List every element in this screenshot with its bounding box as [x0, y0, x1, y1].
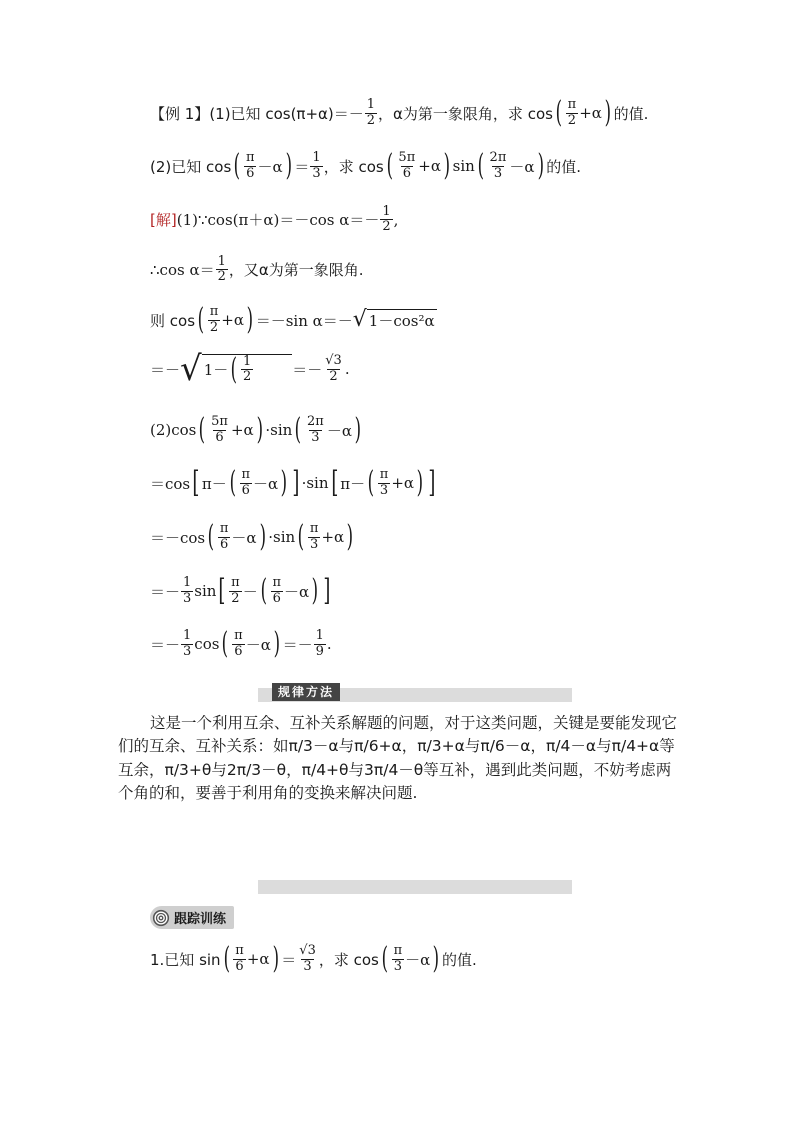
bracket: ) [272, 941, 279, 976]
bracket: ( [367, 465, 375, 500]
bracket: ) [311, 573, 319, 608]
math-text: +α [579, 104, 602, 122]
tracking-question-1 [150, 941, 477, 976]
math-text: ＝ [294, 157, 310, 176]
solution-step-9 [150, 626, 332, 661]
math-text: 1 [242, 353, 252, 369]
bracket: ( [260, 573, 267, 608]
fraction [396, 151, 417, 181]
fraction [314, 629, 326, 659]
math-text: 6 [241, 482, 250, 498]
math-text: 的值. [613, 104, 649, 123]
fraction [566, 98, 579, 128]
math-text: 3 [310, 536, 319, 552]
math-text: － [242, 582, 258, 601]
fraction [181, 576, 193, 606]
solution-step-7 [150, 519, 356, 554]
bracket: ( [297, 519, 305, 554]
fraction [378, 468, 391, 498]
bracket: ) [604, 95, 612, 130]
math-text: 2 [231, 590, 240, 606]
math-text: π [231, 575, 240, 591]
square-root: √ 1－cos²α [352, 307, 435, 332]
math-text: 2 [567, 112, 577, 128]
math-text: －α [509, 157, 535, 176]
math-text: 6 [235, 958, 244, 974]
example-1-part1 [150, 95, 649, 130]
math-text: －α [252, 474, 279, 493]
math-text: +α [391, 474, 415, 492]
bracket: ( [230, 351, 238, 387]
bracket: ) [285, 148, 292, 183]
fraction [232, 629, 245, 659]
math-text: ·sin [268, 528, 296, 546]
bracket: ( [199, 412, 206, 447]
fraction [229, 576, 242, 606]
bracket: ) [346, 519, 354, 554]
bracket: ) [443, 148, 451, 183]
math-text: ＝cos [150, 474, 191, 493]
bracket: ( [229, 465, 236, 500]
math-text: －α [405, 950, 431, 969]
math-text: －α [245, 635, 271, 654]
math-text: 6 [219, 536, 229, 552]
math-text: 6 [246, 165, 255, 181]
method-label: 规律方法 [272, 683, 340, 701]
bracket: ( [386, 148, 393, 183]
math-text: ∴cos α＝ [150, 261, 215, 280]
math-text: π [567, 97, 577, 113]
math-text: 2 [382, 219, 391, 235]
math-text: 3 [493, 165, 503, 181]
solution-step-3 [150, 302, 437, 337]
bracket: ( [294, 412, 302, 447]
fraction [297, 944, 318, 974]
solution-step-6 [150, 465, 437, 500]
bracket: [ [192, 465, 200, 500]
bracket: ) [537, 148, 544, 183]
fraction [305, 415, 326, 445]
fraction [310, 151, 322, 181]
math-text: ，求 cos [318, 950, 379, 969]
math-text: π [241, 467, 250, 483]
math-text: 1 [366, 97, 376, 113]
math-text: cos [194, 635, 220, 653]
math-text: 9 [315, 643, 324, 659]
bracket: ) [259, 519, 266, 554]
math-text: π [272, 575, 281, 591]
bracket: ) [273, 626, 280, 661]
math-text: 1－cos²α [367, 309, 437, 331]
bracket: ] [428, 465, 436, 500]
bracket: ) [280, 465, 288, 500]
math-text: +α [246, 950, 270, 968]
math-text: +α [230, 421, 254, 439]
fraction [308, 522, 321, 552]
bracket: [ [330, 465, 338, 500]
math-text: ＝－ [150, 635, 181, 654]
bracket: ] [292, 465, 300, 500]
math-text: π [209, 304, 219, 320]
math-text: 1 [183, 575, 192, 591]
fraction [218, 522, 231, 552]
fraction [239, 468, 252, 498]
math-text: 1.已知 sin [150, 950, 221, 969]
math-text: 1 [183, 628, 192, 644]
math-text: , [393, 210, 399, 229]
math-text: 3 [312, 165, 321, 181]
bracket: ( [197, 302, 205, 337]
bracket: ) [432, 941, 440, 976]
example-tag: 【例 1】 [150, 104, 210, 123]
solution-step-8 [150, 573, 333, 608]
math-text: π [234, 628, 243, 644]
fraction [209, 415, 230, 445]
bracket: ) [416, 465, 424, 500]
math-text: 2 [242, 369, 252, 384]
math-text: π－ [340, 474, 366, 493]
math-text: 3 [303, 958, 312, 974]
math-text: π [309, 521, 319, 537]
math-text: ，又α为第一象限角. [228, 261, 364, 280]
math-text: (1)∵cos(π＋α)＝－cos α＝－ [176, 211, 380, 230]
math-text: . [344, 360, 350, 378]
solution-step-1 [150, 205, 398, 235]
fraction [488, 151, 509, 181]
math-text: 2π [307, 414, 324, 430]
math-text: 1 [217, 254, 226, 269]
bracket: ] [323, 573, 331, 608]
math-text: ·sin [301, 474, 329, 492]
fraction [208, 305, 221, 335]
solution-step-5 [150, 412, 364, 447]
target-icon [152, 909, 170, 927]
fraction [241, 355, 253, 385]
bracket: ( [233, 148, 241, 183]
math-text: 6 [272, 590, 281, 606]
bracket: ( [477, 148, 484, 183]
bracket: ( [222, 626, 229, 661]
math-text: 2 [209, 319, 219, 335]
math-text: 1 [315, 628, 324, 644]
math-text: 2 [366, 112, 376, 128]
math-text: 的值. [546, 157, 582, 176]
bracket: ( [207, 519, 215, 554]
math-text: π [245, 150, 255, 166]
math-text: 5π [211, 414, 228, 430]
fraction [181, 629, 193, 659]
math-text: 3 [183, 590, 192, 606]
fraction [323, 354, 344, 384]
solution-step-2 [150, 255, 364, 285]
bracket: ( [381, 941, 388, 976]
math-text: 则 cos [150, 311, 196, 330]
math-text: ＝－ [282, 635, 313, 654]
example-1-part2 [150, 148, 582, 183]
math-text: +α [221, 311, 244, 329]
math-text: 6 [234, 643, 243, 659]
math-text: ＝－ [150, 582, 181, 601]
bracket: ) [256, 412, 263, 447]
fraction [380, 205, 392, 235]
fraction [392, 944, 405, 974]
math-text: －α [326, 421, 352, 440]
math-text: ＝－sin α＝－ [255, 311, 353, 330]
math-text: 2 [329, 368, 338, 384]
math-text: π [219, 521, 229, 537]
math-text: －α [257, 157, 283, 176]
math-text: ＝ [281, 950, 297, 969]
math-text: √3 [325, 353, 342, 369]
bracket: ) [246, 302, 254, 337]
example-text: (1)已知 cos(π+α)＝－ [209, 104, 364, 123]
math-text: sin [452, 157, 475, 175]
math-text: 的值. [441, 950, 477, 969]
math-text: ＝－ [292, 360, 323, 379]
fraction [216, 255, 228, 285]
math-text: . [326, 635, 332, 653]
math-text: －α [284, 582, 310, 601]
math-text: π [393, 943, 403, 959]
tracking-badge [150, 906, 234, 929]
math-text: 3 [379, 482, 389, 498]
math-text: 2 [217, 269, 226, 285]
math-text: π [235, 943, 244, 959]
math-text: (2)cos [150, 421, 197, 439]
math-text: 3 [311, 429, 320, 445]
math-text: (2)已知 cos [150, 157, 232, 176]
math-text: 2π [489, 150, 507, 166]
math-text: ，α为第一象限角，求 cos [378, 104, 553, 123]
math-text: +α [321, 528, 345, 546]
math-text: 5π [398, 150, 416, 166]
math-text: π－ [201, 474, 227, 493]
math-text: +α [418, 157, 441, 175]
tracking-label: 跟踪训练 [174, 912, 227, 927]
bracket: ( [223, 941, 230, 976]
math-text: π [379, 467, 389, 483]
bracket: [ [218, 573, 226, 608]
method-paragraph: 这是一个利用互余、互补关系解题的问题，对于这类问题，关键是要能发现它们的互余、互补关系：如π/3－α与π/6+α，π/3+α与π/6－α，π/4－α与π/4+α等互余，π/3+θ与2π/3－θ，π/4+θ与3π/4－θ等互补，遇到此类问题，不妨考虑两个角的和，要善于利用角的变换来解决问题. [118, 714, 678, 802]
method-band-bottom [258, 880, 572, 894]
math-text: 3 [183, 643, 192, 659]
bracket: ) [354, 412, 362, 447]
math-text: 1 [312, 150, 321, 166]
math-text: √3 [299, 943, 316, 959]
fraction [233, 944, 246, 974]
solution-step-4: ＝－ √ 1－ ( $\frac{1}{2}$ ＝－ $\frac{√3}{2}$ . [150, 349, 350, 389]
math-text: 6 [215, 429, 224, 445]
math-text: 6 [402, 165, 411, 181]
math-text: ＝－cos [150, 528, 206, 547]
math-text: ＝－ [150, 360, 181, 379]
bracket: ( [555, 95, 563, 130]
fraction [270, 576, 283, 606]
math-text: 3 [393, 958, 402, 974]
fraction [244, 151, 257, 181]
math-text: sin [194, 582, 217, 600]
math-text: ，求 cos [323, 157, 384, 176]
fraction [365, 98, 377, 128]
math-text: －α [231, 528, 257, 547]
math-text: 1－ ( $\frac{1}{2}$ [202, 354, 293, 385]
math-text: ·sin [265, 421, 293, 439]
solution-tag: [解] [150, 211, 177, 230]
math-text: 1 [382, 204, 391, 219]
